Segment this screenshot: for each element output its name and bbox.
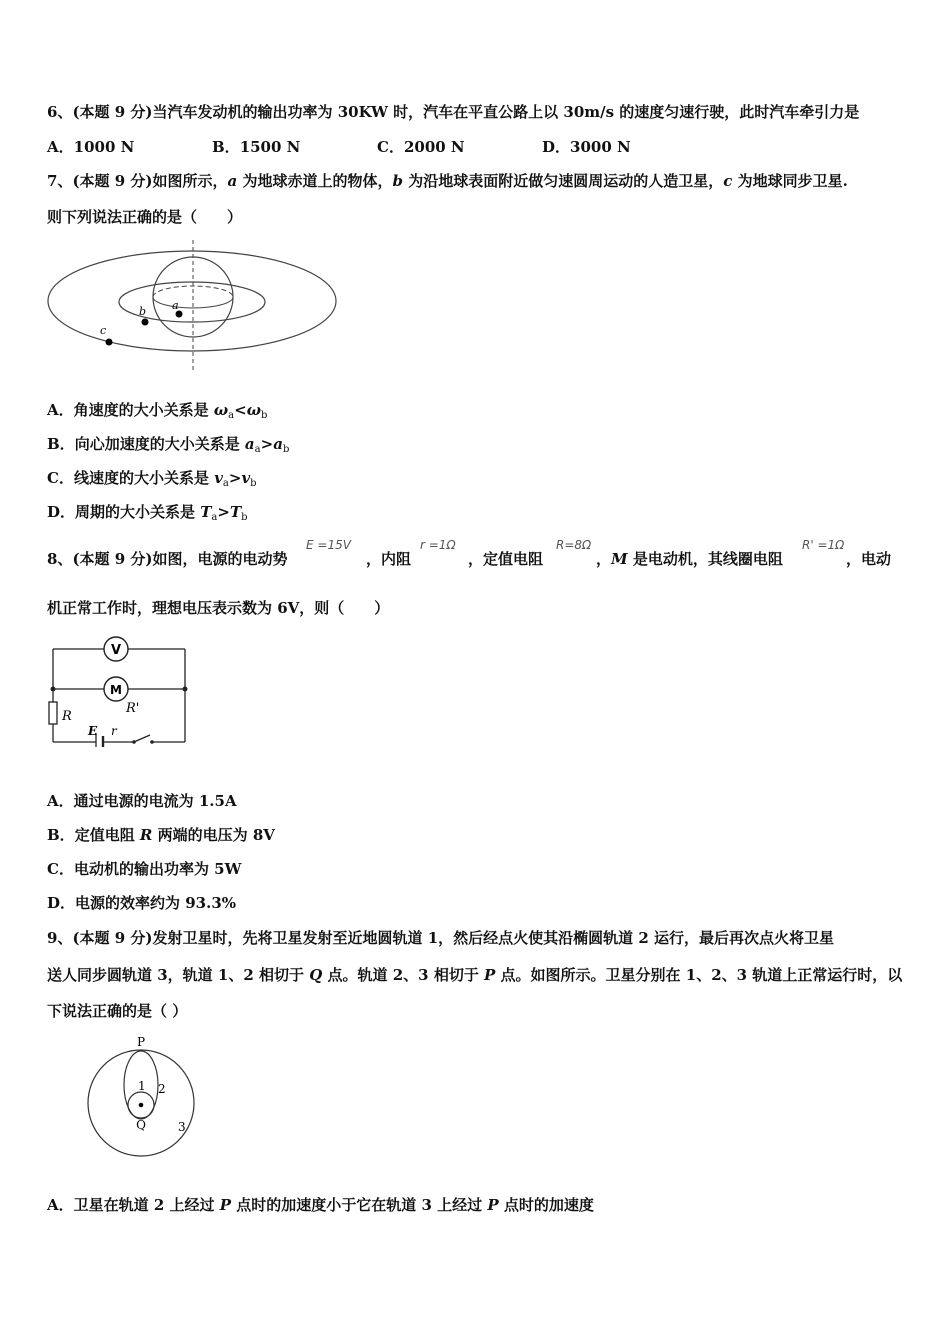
q8-stem-seg4: ，M 是电动机，其线圈电阻	[596, 550, 783, 568]
q8-circuit-figure	[44, 632, 194, 747]
label-c: c	[100, 324, 107, 337]
q7-option-a: A．角速度的大小关系是 $\omega_a<\omega_b$	[47, 401, 268, 421]
outer-orbit-c	[48, 251, 336, 351]
q6-option-c: C．2000 N	[377, 138, 465, 156]
q8-option-c: C．电动机的输出功率为 5W	[47, 860, 242, 878]
q9-stem-line3: 下说法正确的是（ ）	[47, 1002, 188, 1020]
label-a: a	[172, 299, 179, 312]
q7-stem-line2: 则下列说法正确的是（ ）	[47, 208, 243, 226]
q7-option-c: C．线速度的大小关系是 $v_a>v_b$	[47, 469, 257, 489]
label-b: b	[139, 305, 147, 318]
label-E: E	[88, 724, 98, 738]
label-3: 3	[178, 1120, 186, 1134]
junction-left	[51, 687, 56, 692]
q6-option-d: D．3000 N	[542, 138, 631, 156]
q7-option-b: B．向心加速度的大小关系是 $a_a>a_b$	[47, 435, 290, 455]
q8-stem-seg3: ，定值电阻	[468, 550, 544, 568]
label-r: r	[111, 724, 117, 738]
point-b	[142, 319, 149, 326]
q6-number: 6、	[47, 103, 73, 121]
q9-option-a: A．卫星在轨道 2 上经过 P 点时的加速度小于它在轨道 3 上经过 P 点时的加速度	[47, 1196, 594, 1214]
svg-text:M: M	[110, 683, 122, 697]
q6-option-b: B．1500 N	[212, 138, 301, 156]
q8-formula-Rp: R' =1Ω	[802, 538, 845, 552]
q9-stem-line1: 9、(本题 9 分)发射卫星时，先将卫星发射至近地圆轨道 1，然后经点火使其沿椭圆轨道 2 运行，最后再次点火将卫星	[47, 929, 835, 947]
q8-option-d: D．电源的效率约为 93.3%	[47, 894, 237, 912]
q7-stem-line1: 7、(本题 9 分)如图所示，a 为地球赤道上的物体，b 为沿地球表面附近做匀速圆周运动的人造卫星，c 为地球同步卫星.	[47, 172, 848, 190]
switch-pivot	[132, 740, 136, 744]
q9-stem-line2: 送人同步圆轨道 3，轨道 1、2 相切于 Q 点。轨道 2、3 相切于 P 点。如图所示。卫星分别在 1、2、3 轨道上正常运行时，以	[47, 966, 903, 984]
q8-stem-seg2: ，内阻	[366, 550, 412, 568]
earth-dot	[139, 1103, 144, 1108]
label-1: 1	[138, 1079, 146, 1093]
q6-text: (本题 9 分)当汽车发动机的输出功率为 30KW 时，汽车在平直公路上以 30m/s 的速度匀速行驶，此时汽车牵引力是	[72, 103, 860, 121]
label-Rp: R'	[126, 701, 140, 716]
q7-orbit-figure	[44, 236, 344, 376]
q8-formula-r: r =1Ω	[420, 538, 456, 552]
q6-option-a: A．1000 N	[47, 138, 135, 156]
q9-orbit-figure	[84, 1033, 204, 1168]
q7-option-d: D．周期的大小关系是 $T_a>T_b$	[47, 503, 248, 523]
label-R: R	[62, 709, 72, 724]
label-P: P	[136, 1035, 146, 1049]
q8-formula-R: R=8Ω	[556, 538, 592, 552]
switch-contact	[150, 740, 154, 744]
q6-stem	[47, 101, 859, 123]
q8-option-b: B．定值电阻 R 两端的电压为 8V	[47, 826, 275, 844]
q8-formula-emf: E =15V	[306, 538, 351, 552]
point-c	[106, 339, 113, 346]
junction-right	[183, 687, 188, 692]
q8-stem-seg6: ，电动	[846, 550, 892, 568]
label-2: 2	[158, 1082, 166, 1096]
svg-text:V: V	[110, 643, 122, 658]
label-Q: Q	[136, 1118, 146, 1132]
q8-stem-seg1: 8、(本题 9 分)如图，电源的电动势	[47, 550, 288, 568]
q8-stem-line2: 机正常工作时，理想电压表示数为 6V，则（ ）	[47, 599, 390, 617]
q8-option-a: A．通过电源的电流为 1.5A	[47, 792, 237, 810]
